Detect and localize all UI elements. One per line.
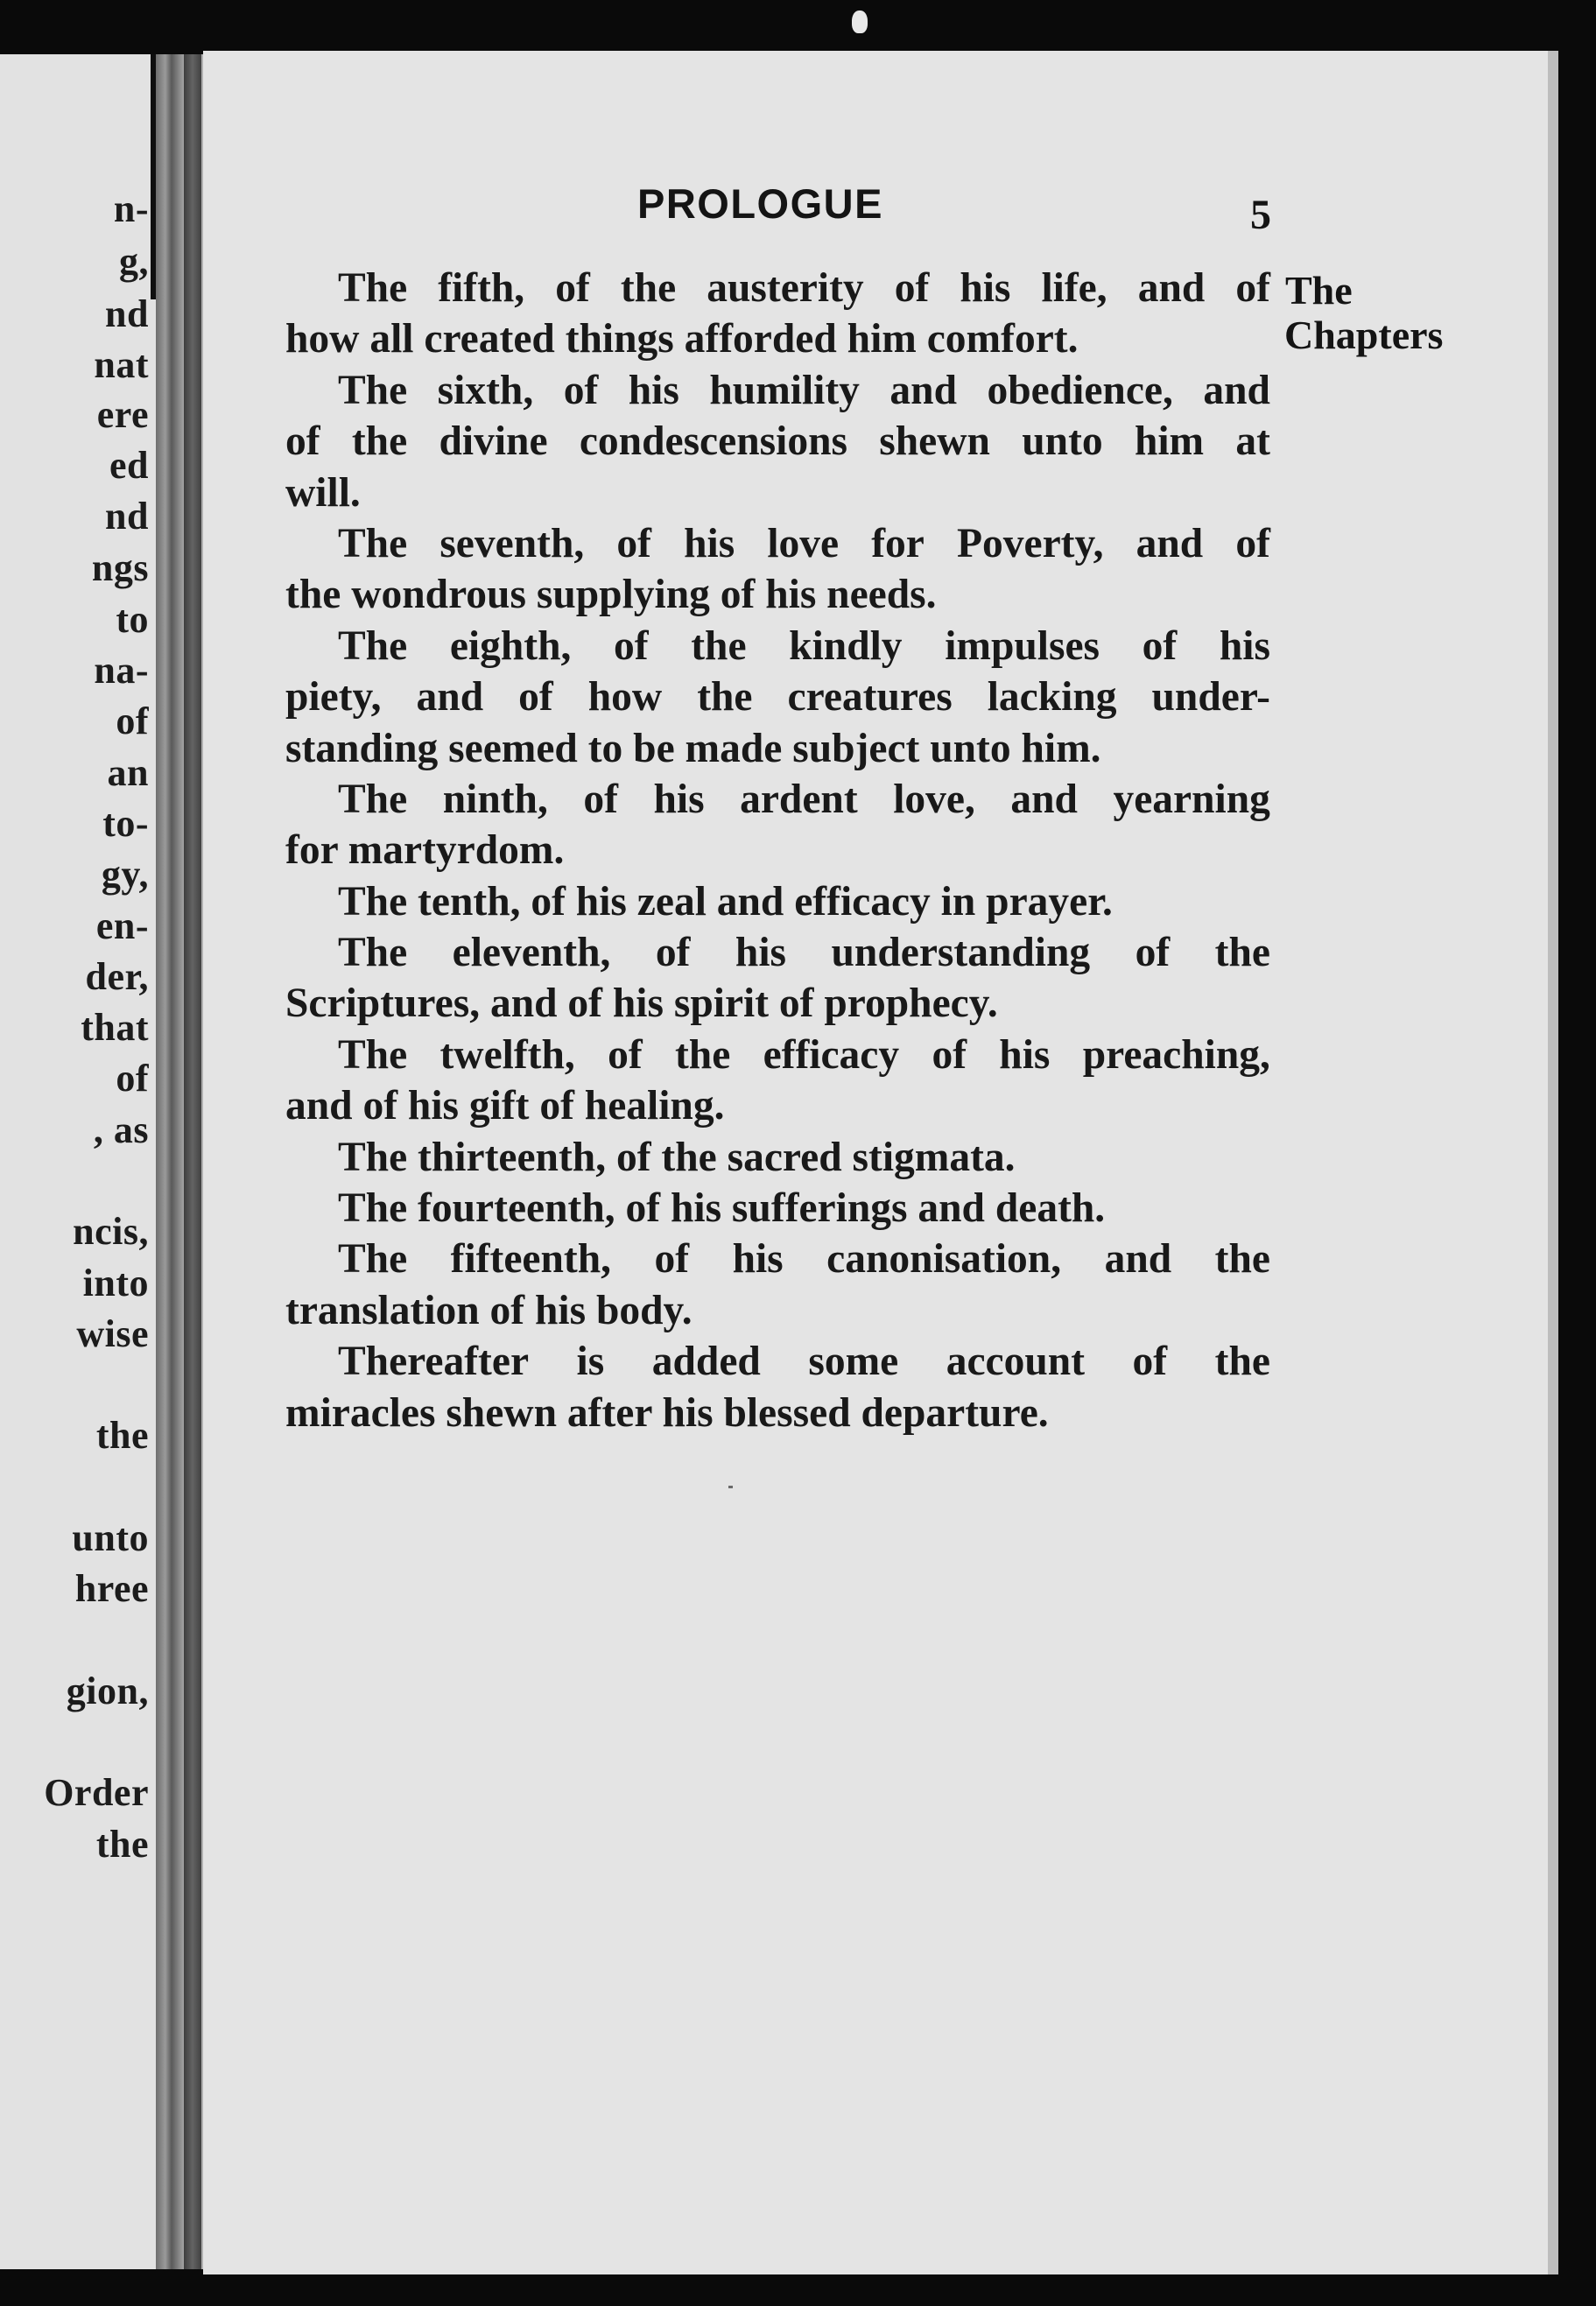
text-line [285,1234,1270,1284]
word: of [285,418,320,465]
word: of [894,265,930,311]
text-line: translation of his body. [285,1287,693,1333]
word: unto [1022,418,1103,465]
word: of [1235,265,1270,311]
text-line [285,518,1270,569]
word: of [583,776,618,822]
text-line: the wondrous supplying of his needs. [285,572,937,618]
text-line [285,1336,1270,1387]
left-page-fragment: gy, [101,853,149,896]
word: is [576,1339,605,1385]
word: The [338,367,408,413]
word: of [1235,520,1270,566]
left-page-fragment: to- [102,802,149,845]
word: of [563,367,599,413]
word: love [767,520,840,566]
margin-note-line: Chapters [1284,313,1444,357]
word: creatures [787,674,953,721]
margin-note-line: The [1285,268,1353,313]
word: fifteenth, [450,1236,612,1283]
text-line: The fourteenth, of his sufferings and death. [338,1185,1106,1232]
word: The [338,1031,408,1078]
word: of [616,520,651,566]
word: eleventh, [452,930,611,976]
margin-note [1285,268,1443,357]
word: yearning [1113,776,1270,822]
word: condescensions [579,418,847,465]
word: understanding [831,930,1091,976]
word: for [871,520,925,566]
word: of [1135,930,1171,976]
word: of [932,1031,967,1078]
page-number: 5 [1250,192,1271,238]
word: preaching, [1082,1031,1270,1078]
word: the [351,418,408,465]
text-line: The thirteenth, of the sacred stigmata. [338,1134,1016,1180]
text-line: miracles shewn after his blessed departure. [285,1389,1049,1436]
text-line [285,365,1270,416]
text-line [285,621,1270,671]
word: The [338,622,408,669]
word: The [338,265,408,311]
word: life, [1041,265,1107,311]
text-line: Scriptures, and of his spirit of prophecy. [285,981,998,1027]
body-text [285,263,1270,1438]
word: his [628,367,679,413]
ink-blot [852,11,868,33]
left-page-fragment: ngs [91,546,149,589]
left-page-fragment: ed [109,444,149,487]
left-page-fragment: the [95,1823,149,1866]
left-page-fragment: nat [94,343,149,386]
word: The [338,776,408,822]
text-line [285,927,1270,978]
word: the [1214,930,1270,976]
word: added [651,1339,761,1385]
word: obedience, [987,367,1173,413]
left-page-fragment: the [95,1414,149,1457]
text-line [285,774,1270,825]
word: his [999,1031,1051,1078]
word: of [518,674,553,721]
left-page-fragment: hree [74,1567,149,1610]
word: seventh, [439,520,585,566]
left-page-fragment: nd [105,495,149,538]
word: sixth, [437,367,534,413]
word: impulses [945,622,1100,669]
running-head: PROLOGUE [637,180,883,227]
word: how [587,674,663,721]
word: The [338,1236,408,1283]
left-page-fragment: g, [119,240,149,283]
word: piety, [285,674,382,721]
word: his [735,930,787,976]
word: of [614,622,649,669]
word: ninth, [442,776,548,822]
text-line: standing seemed to be made subject unto him. [285,725,1101,771]
left-page-fragment: unto [72,1516,149,1559]
left-page-fragment: of [116,1057,149,1100]
word: kindly [789,622,903,669]
word: humility [709,367,860,413]
word: love, [893,776,975,822]
left-page-fragment: en- [95,904,149,947]
word: and [889,367,957,413]
word: his [732,1236,784,1283]
word: divine [439,418,548,465]
left-page-fragment: ere [96,393,149,436]
text-line [285,1030,1270,1080]
word: and [1137,265,1206,311]
text-line: will. [285,469,361,516]
word: of [1132,1339,1168,1385]
word: of [1142,622,1178,669]
text-line: how all created things afforded him comfort. [285,316,1079,362]
word: his [684,520,735,566]
word: efficacy [763,1031,900,1078]
word: of [655,930,691,976]
word: his [1219,622,1270,669]
word: the [697,674,753,721]
text-line: for martyrdom. [285,827,565,874]
word: twelfth, [439,1031,575,1078]
word: him [1134,418,1205,465]
left-page-fragment: ncis, [73,1210,149,1253]
word: his [960,265,1011,311]
word: of [555,265,590,311]
text-line: and of his gift of healing. [285,1083,725,1129]
word: Poverty, [957,520,1104,566]
word: the [691,622,747,669]
left-page-fragment: an [107,751,149,794]
word: of [608,1031,643,1078]
word: and [1104,1236,1172,1283]
word: the [674,1031,731,1078]
text-line: The tenth, of his zeal and efficacy in prayer. [338,878,1113,925]
word: and [1010,776,1078,822]
spine-shadow [184,54,201,2269]
left-page-fragment: na- [94,649,149,692]
word: canonisation, [826,1236,1062,1283]
word: some [808,1339,899,1385]
word: lacking [987,674,1117,721]
word: account [946,1339,1086,1385]
text-line [285,263,1270,313]
left-page-fragment: that [81,1006,149,1049]
word: The [338,930,408,976]
word: and [1203,367,1270,413]
text-line [285,416,1270,467]
print-speck [728,1486,733,1488]
word: under- [1151,674,1270,721]
word: the [1214,1236,1270,1283]
word: eighth, [449,622,572,669]
word: shewn [879,418,990,465]
left-page-fragment: der, [85,955,149,998]
left-page-edge [0,54,156,2269]
word: The [338,520,408,566]
word: Thereafter [338,1339,530,1385]
text-line [285,671,1270,722]
left-page-fragment: of [116,700,149,742]
word: and [1135,520,1204,566]
left-page-fragment: wise [76,1312,149,1355]
left-page-fragment: n- [113,187,149,230]
left-page-fragment: Order [44,1771,149,1814]
word: of [654,1236,690,1283]
left-page-fragment: into [82,1262,149,1304]
word: at [1235,418,1270,465]
word: ardent [740,776,858,822]
left-page-fragment: nd [105,292,149,335]
word: austerity [707,265,864,311]
left-page-fragment: gion, [66,1670,149,1712]
left-page-fragment: , as [93,1108,149,1151]
page-edge-shadow [1548,51,1558,2274]
word: the [620,265,677,311]
word: his [653,776,705,822]
left-page-fragment: to [116,598,149,641]
word: the [1214,1339,1270,1385]
word: and [416,674,484,721]
word: fifth, [438,265,525,311]
